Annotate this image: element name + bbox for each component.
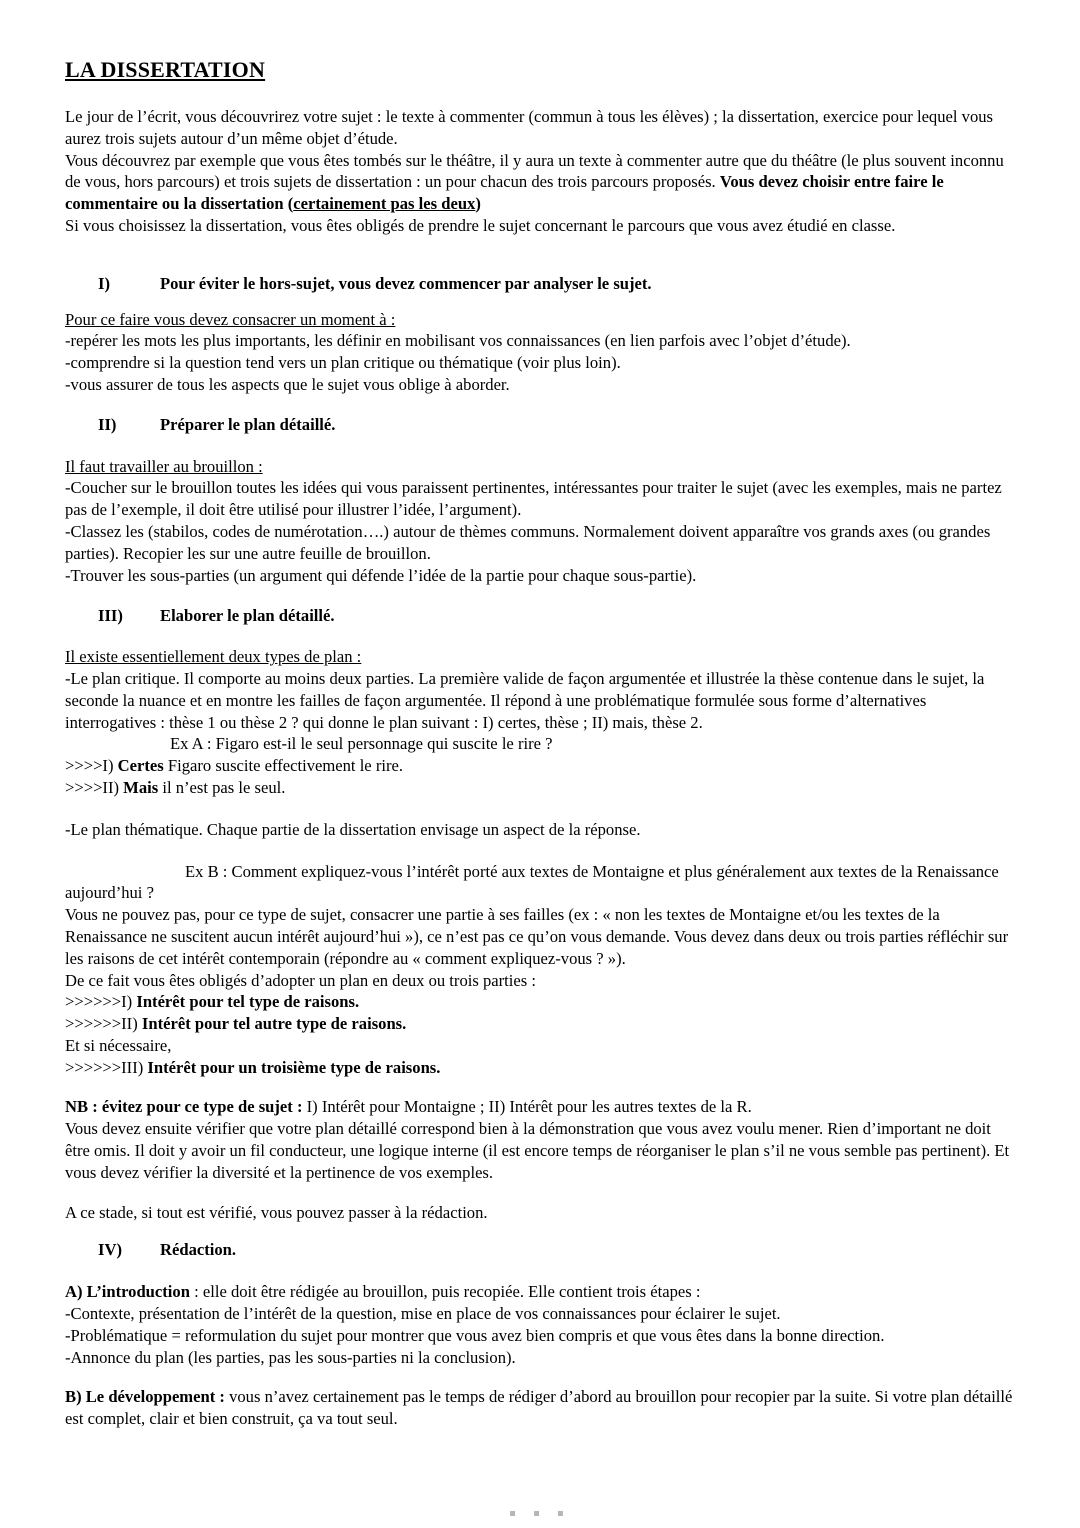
example-a-part-1-text: Figaro suscite effectivement le rire. [163, 756, 403, 776]
thematic-plan-part-3-label: Intérêt pour un troisième type de raisons. [147, 1057, 441, 1077]
section-2-item-3: -Trouver les sous-parties (un argument qui défende l’idée de la partie pour chaque sous-partie). [65, 565, 697, 585]
introduction-paragraph [65, 1281, 1018, 1303]
plan-thematique-paragraph: -Le plan thématique. Chaque partie de la dissertation envisage un aspect de la réponse. [65, 819, 641, 839]
intro-paragraph-2 [65, 150, 1018, 215]
section-2-item-1: -Coucher sur le brouillon toutes les idées qui vous paraissent pertinentes, intéressantes pour traiter le sujet (avec les exemples, mais ne partez pas de l’exemple, il doit être utilisé pour illustrer l’idée, l’argument). [65, 478, 1002, 520]
section-2 [65, 414, 1018, 587]
plan-critique-paragraph: -Le plan critique. Il comporte au moins deux parties. La première valide de façon argumentée et illustrée la thèse contenue dans le sujet, la seconde la nuance et en montre les failles de façon argumentée. Il répond à une problématique formulée sous forme d’alternatives interrogatives : thèse 1 ou thèse 2 ? qui donne le plan suivant : I) certes, thèse ; II) mais, thèse 2. [65, 668, 985, 732]
section-2-lead: Il faut travailler au brouillon : [65, 456, 263, 476]
thematic-plan-part-2-label: Intérêt pour tel autre type de raisons. [141, 1014, 407, 1034]
section-1-heading [65, 273, 1018, 295]
footer-marks-icon: ▪ ▪ ▪ [509, 1508, 571, 1519]
thematic-plan-part-2 [65, 1013, 1018, 1035]
section-2-heading [65, 414, 1018, 436]
section-1-item-3: -vous assurer de tous les aspects que le sujet vous oblige à aborder. [65, 374, 510, 394]
intro-paragraph-3: Si vous choisissez la dissertation, vous êtes obligés de prendre le sujet concernant le parcours que vous avez étudié en classe. [65, 215, 896, 235]
nb-label: NB : évitez pour ce type de sujet : [65, 1097, 307, 1117]
section-4-heading [65, 1239, 1018, 1261]
example-a-part-2-keyword: Mais [123, 777, 159, 797]
nb-paragraph: Vous devez ensuite vérifier que votre plan détaillé correspond bien à la démonstration que vous avez voulu mener. Rien d’important ne doit être omis. Il doit y avoir un fil conducteur, une logique interne (il est encore temps de réorganiser le plan s’il ne vous semble pas pertinent). Et vous devez vérifier la diversité et la pertinence de vos exemples. [65, 1119, 1010, 1182]
section-1-item-2: -comprendre si la question tend vers un plan critique ou thématique (voir plus loin). [65, 353, 621, 373]
section-1-item-1: -repérer les mots les plus importants, les définir en mobilisant vos connaissances (en lien parfois avec l’objet d’étude). [65, 331, 851, 351]
section-4-numeral: IV) [98, 1240, 122, 1260]
section-1-lead: Pour ce faire vous devez consacrer un moment à : [65, 309, 396, 329]
failles-paragraph: Vous ne pouvez pas, pour ce type de sujet, consacrer une partie à ses failles (ex : « non les textes de Montaigne et/ou les textes de la Renaissance ne suscitent aucun intérêt aujourd’hui »), ce n’est pas ce qu’on vous demande. Vous devez dans deux ou trois parties réfléchir sur les raisons de cet intérêt contemporain (répondre au « comment expliquez-vous ? »). [65, 905, 1009, 968]
example-a-part-2-text: il n’est pas le seul. [158, 777, 286, 797]
thematic-plan-part-3-prefix: >>>>>>III) [65, 1057, 148, 1077]
section-3-heading [65, 605, 1018, 627]
footer-decoration [0, 1508, 1080, 1520]
development-label: B) Le développement : [65, 1387, 225, 1407]
example-a-part-1-prefix: >>>>I) [65, 756, 118, 776]
development-text: vous n’avez certainement pas le temps de rédiger d’abord au brouillon pour recopier par la suite. Si votre plan détaillé est complet, clair et bien construit, ça va tout seul. [65, 1387, 1013, 1429]
thematic-plan-part-1-prefix: >>>>>>I) [65, 992, 137, 1012]
thematic-plan-connector: Et si nécessaire, [65, 1035, 172, 1055]
development-paragraph [65, 1386, 1018, 1430]
example-a-part-1 [65, 755, 1018, 777]
intro-choice-bold: Vous devez choisir entre faire le commentaire ou la dissertation ( [65, 172, 944, 214]
section-3-numeral: III) [98, 606, 123, 626]
section-1 [65, 273, 1018, 396]
section-2-title: Préparer le plan détaillé. [160, 414, 336, 434]
intro-paragraph-1: Le jour de l’écrit, vous découvrirez votre sujet : le texte à commenter (commun à tous les élèves) ; la dissertation, exercice pour lequel vous aurez trois sujets autour d’un même objet d’étude. [65, 107, 993, 148]
section-3 [65, 605, 1018, 1223]
nb-line-text: I) Intérêt pour Montaigne ; II) Intérêt pour les autres textes de la R. [306, 1097, 752, 1117]
introduction-item-1: -Contexte, présentation de l’intérêt de la question, mise en place de vos connaissances pour éclairer le sujet. [65, 1304, 781, 1324]
thematic-plan-part-3 [65, 1057, 1018, 1079]
stade-paragraph: A ce stade, si tout est vérifié, vous pouvez passer à la rédaction. [65, 1202, 488, 1222]
example-a-part-2-prefix: >>>>II) [65, 777, 124, 797]
intro-section [65, 106, 1018, 237]
example-b-question: Ex B : Comment expliquez-vous l’intérêt porté aux textes de Montaigne et plus généralement aux textes de la Renaissance aujourd’hui ? [65, 861, 999, 903]
introduction-text: : elle doit être rédigée au brouillon, puis recopiée. Elle contient trois étapes : [189, 1282, 701, 1302]
section-4-title: Rédaction. [160, 1240, 237, 1260]
section-3-title: Elaborer le plan détaillé. [160, 606, 335, 626]
page-title [65, 56, 1018, 83]
section-3-lead: Il existe essentiellement deux types de plan : [65, 647, 362, 667]
section-1-title: Pour éviter le hors-sujet, vous devez commencer par analyser le sujet. [160, 273, 652, 293]
thematic-plan-part-1 [65, 991, 1018, 1013]
deduction-paragraph: De ce fait vous êtes obligés d’adopter un plan en deux ou trois parties : [65, 970, 536, 990]
example-a-question: Ex A : Figaro est-il le seul personnage qui suscite le rire ? [170, 734, 553, 754]
introduction-item-3: -Annonce du plan (les parties, pas les sous-parties ni la conclusion). [65, 1347, 516, 1367]
intro-choice-bold-close: ) [475, 194, 481, 214]
thematic-plan-part-2-prefix: >>>>>>II) [65, 1014, 142, 1034]
nb-line [65, 1096, 1018, 1118]
introduction-label: A) L’introduction [65, 1282, 190, 1302]
section-1-numeral: I) [98, 273, 110, 293]
example-a-part-1-keyword: Certes [117, 756, 164, 776]
page-title-text: LA DISSERTATION [65, 57, 266, 82]
section-2-numeral: II) [98, 414, 117, 434]
intro-paragraph-2-text: Vous découvrez par exemple que vous êtes tombés sur le théâtre, il y aura un texte à commenter autre que du théâtre (le plus souvent inconnu de vous, hors parcours) et trois sujets de dissertation : un pour chacun des trois parcours proposés. [65, 150, 1004, 192]
section-4 [65, 1239, 1018, 1430]
example-a-part-2 [65, 777, 1018, 799]
introduction-item-2: -Problématique = reformulation du sujet pour montrer que vous avez bien compris et que vous êtes dans la bonne direction. [65, 1325, 885, 1345]
section-2-item-2: -Classez les (stabilos, codes de numérotation….) autour de thèmes communs. Normalement doivent apparaître vos grands axes (ou grandes parties). Recopier les sur une autre feuille de brouillon. [65, 521, 991, 563]
intro-choice-bold-underlined: certainement pas les deux [293, 194, 476, 214]
thematic-plan-part-1-label: Intérêt pour tel type de raisons. [136, 992, 360, 1012]
